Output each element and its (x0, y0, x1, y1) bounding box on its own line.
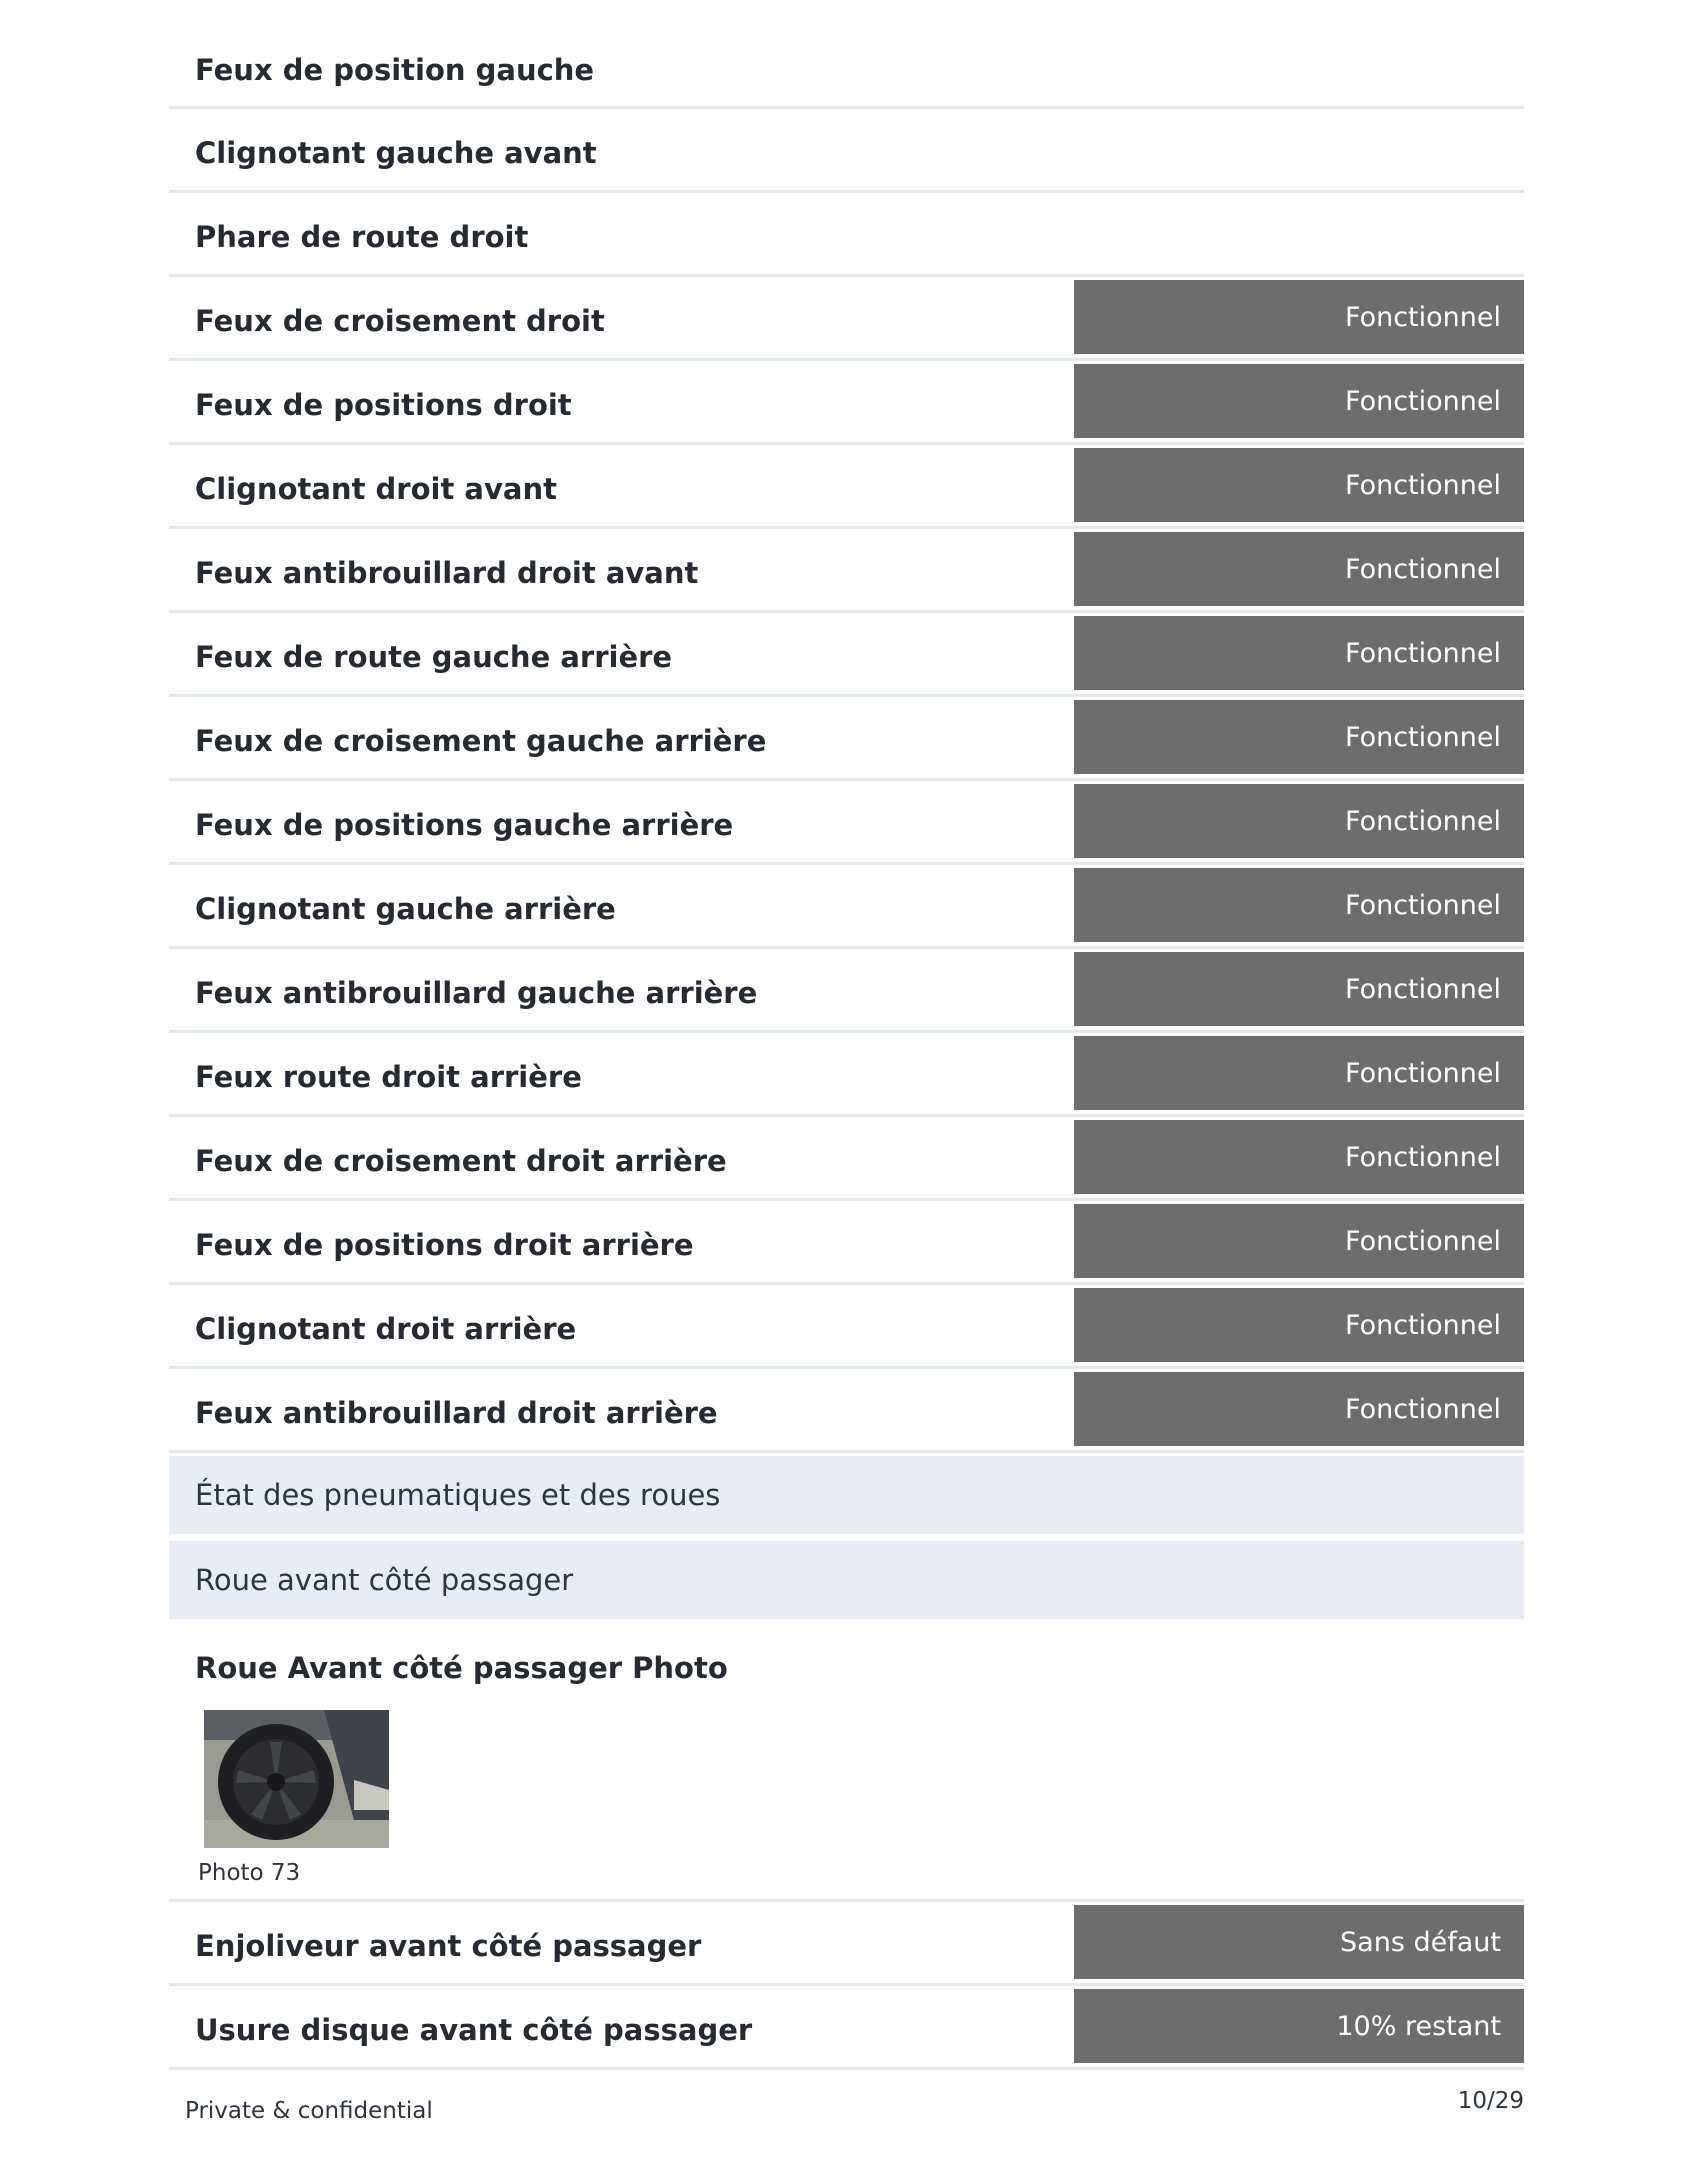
status-badge: Fonctionnel (1074, 448, 1524, 522)
inspection-item-label: Feux antibrouillard droit avant (195, 555, 699, 590)
inspection-item-label: Feux antibrouillard droit arrière (195, 1395, 718, 1430)
inspection-item-label: Feux de croisement gauche arrière (195, 723, 767, 758)
inspection-row (169, 193, 1524, 277)
inspection-item-label: Clignotant gauche arrière (195, 891, 616, 926)
inspection-row (169, 1285, 1524, 1369)
photo-title: Roue Avant côté passager Photo (195, 1651, 728, 1685)
inspection-row (169, 781, 1524, 865)
inspection-row (169, 865, 1524, 949)
photo-caption: Photo 73 (198, 1860, 301, 1886)
wheel-photo-thumbnail[interactable] (204, 1710, 389, 1848)
inspection-row (169, 445, 1524, 529)
inspection-item-label: Feux de croisement droit arrière (195, 1143, 727, 1178)
inspection-row (169, 529, 1524, 613)
inspection-row (169, 277, 1524, 361)
inspection-item-label: Enjoliveur avant côté passager (195, 1928, 702, 1963)
inspection-row (169, 613, 1524, 697)
photo-block (169, 1619, 1524, 1902)
inspection-row (169, 1117, 1524, 1201)
inspection-item-label: Feux antibrouillard gauche arrière (195, 975, 758, 1010)
inspection-row (169, 1201, 1524, 1285)
status-badge: Fonctionnel (1074, 952, 1524, 1026)
inspection-item-label: Feux de positions droit (195, 387, 572, 422)
inspection-item-label: Clignotant gauche avant (195, 135, 597, 170)
inspection-row (169, 361, 1524, 445)
page-number: 10/29 (1457, 2088, 1524, 2114)
inspection-row (169, 28, 1524, 109)
inspection-item-label: Usure disque avant côté passager (195, 2012, 753, 2047)
section-heading-tyres (169, 1456, 1524, 1534)
status-badge: Fonctionnel (1074, 700, 1524, 774)
status-badge: Fonctionnel (1074, 1288, 1524, 1362)
status-badge: Sans défaut (1074, 1905, 1524, 1979)
status-badge: Fonctionnel (1074, 364, 1524, 438)
status-badge: 10% restant (1074, 1989, 1524, 2063)
inspection-item-label: Phare de route droit (195, 219, 529, 254)
status-badge: Fonctionnel (1074, 868, 1524, 942)
inspection-item-label: Clignotant droit avant (195, 471, 557, 506)
status-badge: Fonctionnel (1074, 1120, 1524, 1194)
inspection-item-label: Feux route droit arrière (195, 1059, 582, 1094)
status-badge: Fonctionnel (1074, 280, 1524, 354)
inspection-report (169, 28, 1524, 2070)
status-badge: Fonctionnel (1074, 616, 1524, 690)
status-badge: Fonctionnel (1074, 1036, 1524, 1110)
lights-list (169, 28, 1524, 1453)
status-badge: Fonctionnel (1074, 784, 1524, 858)
inspection-row (169, 1033, 1524, 1117)
inspection-row (169, 1369, 1524, 1453)
subsection-heading-front-passenger-wheel (169, 1541, 1524, 1619)
tyre-rows (169, 1902, 1524, 2070)
status-badge: Fonctionnel (1074, 1204, 1524, 1278)
inspection-row (169, 1902, 1524, 1986)
inspection-item-label: Feux de positions droit arrière (195, 1227, 694, 1262)
inspection-row (169, 109, 1524, 193)
inspection-row (169, 697, 1524, 781)
subsection-heading-text: Roue avant côté passager (195, 1563, 574, 1597)
inspection-row (169, 1986, 1524, 2070)
inspection-row (169, 949, 1524, 1033)
inspection-item-label: Feux de route gauche arrière (195, 639, 673, 674)
inspection-item-label: Feux de positions gauche arrière (195, 807, 734, 842)
status-badge: Fonctionnel (1074, 532, 1524, 606)
inspection-item-label: Feux de croisement droit (195, 303, 605, 338)
inspection-item-label: Feux de position gauche (195, 53, 595, 87)
wheel-photo-image (204, 1710, 389, 1848)
section-heading-text: État des pneumatiques et des roues (195, 1478, 721, 1512)
status-badge: Fonctionnel (1074, 1372, 1524, 1446)
footer-confidential: Private & confidential (185, 2098, 433, 2124)
inspection-item-label: Clignotant droit arrière (195, 1311, 577, 1346)
